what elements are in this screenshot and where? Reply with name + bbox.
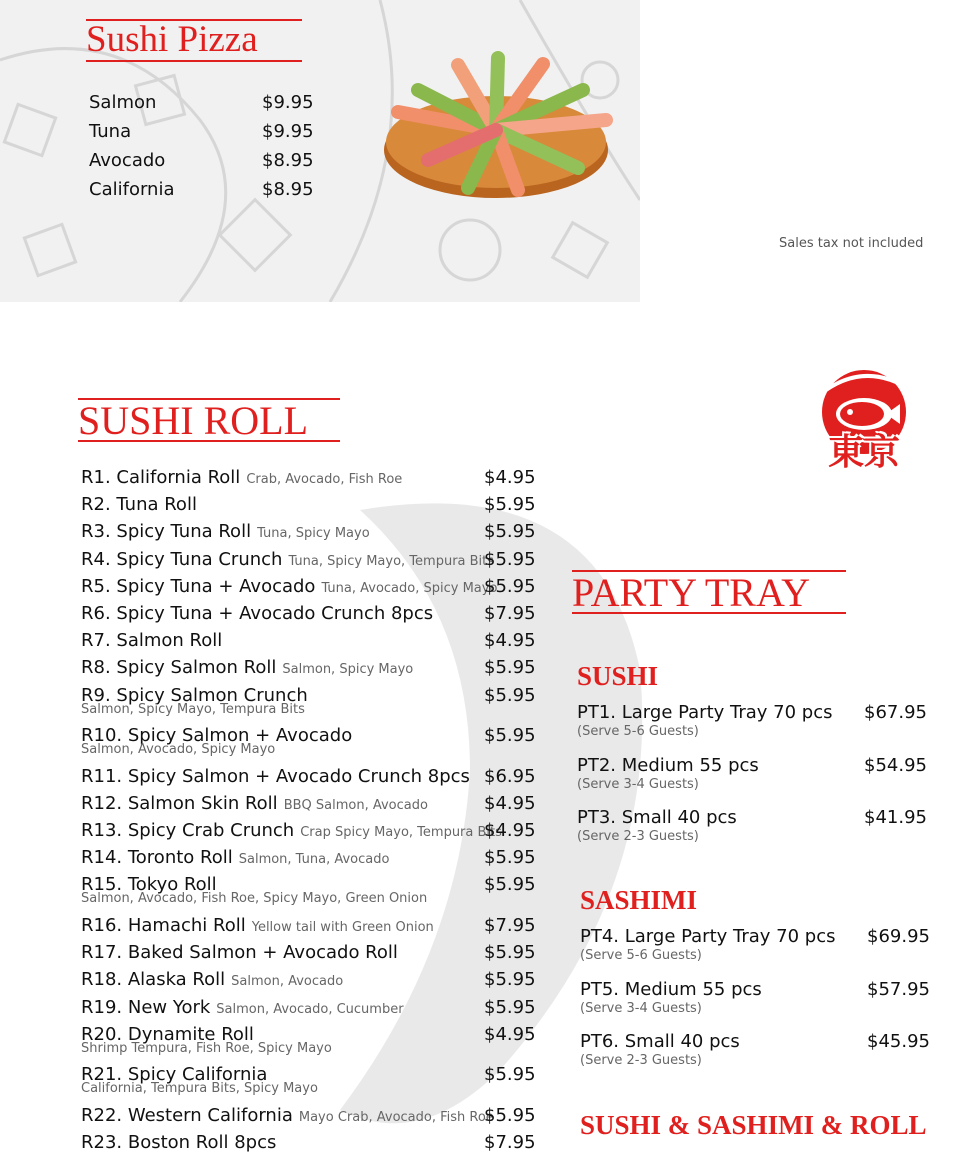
roll-item-name: R20. Dynamite Roll	[81, 1023, 254, 1045]
tray-item-serve: (Serve 5-6 Guests)	[577, 724, 699, 739]
roll-item	[81, 521, 541, 542]
roll-item-desc: Salmon, Avocado, Cucumber	[216, 1001, 404, 1017]
roll-item-desc: Salmon, Spicy Mayo, Tempura Bits	[81, 701, 305, 717]
roll-item-desc: Tuna, Spicy Mayo, Tempura Bits	[288, 553, 495, 569]
tray-item	[577, 807, 937, 844]
roll-item-price: $5.95	[484, 548, 536, 570]
roll-item-desc: Salmon, Avocado, Spicy Mayo	[81, 742, 276, 758]
roll-item	[81, 657, 541, 678]
roll-item-name: R19. New York	[81, 996, 211, 1018]
tray-item-serve: (Serve 3-4 Guests)	[577, 776, 699, 792]
roll-item-price: $5.95	[484, 521, 536, 543]
tray-item-serve: (Serve 3-4 Guests)	[580, 1000, 702, 1016]
pizza-title: Sushi Pizza	[86, 19, 258, 60]
pizza-item-price: $9.95	[262, 92, 314, 113]
roll-item	[81, 684, 541, 717]
roll-item	[81, 793, 541, 814]
roll-item	[81, 969, 541, 990]
roll-item-price: $5.95	[484, 996, 536, 1018]
roll-item-price: $4.95	[484, 630, 536, 652]
tray-item-serve: (Serve 5-6 Guests)	[580, 948, 702, 963]
tray-item-name: PT3. Small 40 pcs	[577, 807, 737, 828]
tax-note: Sales tax not included	[779, 236, 924, 251]
roll-item-desc: Salmon, Avocado	[231, 974, 344, 990]
roll-item-price: $5.95	[484, 725, 536, 747]
tray-item-price: $45.95	[867, 1031, 930, 1052]
roll-item-name: R11. Spicy Salmon + Avocado Crunch 8pcs	[81, 765, 470, 787]
roll-item-name: R8. Spicy Salmon Roll	[81, 657, 277, 679]
roll-item-desc: Crap Spicy Mayo, Tempura Bits	[300, 825, 502, 840]
roll-item	[81, 820, 541, 841]
roll-item-price: $5.95	[484, 657, 536, 679]
roll-item-name: R12. Salmon Skin Roll	[81, 792, 278, 814]
roll-item	[81, 997, 541, 1018]
roll-item-name: R14. Toronto Roll	[81, 847, 233, 869]
pizza-item-price: $8.95	[262, 179, 314, 200]
roll-item-desc: Tuna, Avocado, Spicy Mayo	[321, 580, 498, 596]
tray-item-serve: (Serve 2-3 Guests)	[580, 1053, 702, 1068]
tray-item	[577, 754, 937, 792]
tray-item	[580, 978, 940, 1016]
roll-item-desc: BBQ Salmon, Avocado	[283, 797, 428, 813]
pizza-item-price: $9.95	[262, 121, 314, 142]
roll-item-name: R3. Spicy Tuna Roll	[81, 521, 252, 543]
tray-item-name: PT4. Large Party Tray 70 pcs	[580, 926, 836, 947]
roll-item-name: R7. Salmon Roll	[81, 630, 223, 652]
tray-item	[580, 1031, 940, 1068]
roll-item-name: R13. Spicy Crab Crunch	[81, 820, 295, 841]
roll-item-price: $7.95	[484, 603, 536, 624]
roll-item-desc: Tuna, Spicy Mayo	[257, 526, 370, 542]
roll-item	[81, 942, 541, 963]
roll-item-desc: Salmon, Avocado, Fish Roe, Spicy Mayo, Green Onion	[81, 891, 428, 907]
roll-item-name: R18. Alaska Roll	[81, 969, 226, 991]
roll-item-name: R5. Spicy Tuna + Avocado	[81, 575, 316, 597]
roll-item-price: $4.95	[484, 820, 536, 841]
roll-item	[81, 630, 541, 651]
roll-item-name: R10. Spicy Salmon + Avocado	[81, 725, 353, 747]
sushi-pizza-image	[368, 50, 624, 202]
roll-item-price: $6.95	[484, 765, 536, 787]
roll-item-price: $7.95	[484, 914, 536, 936]
roll-item-name: R4. Spicy Tuna Crunch	[81, 548, 283, 570]
roll-item	[81, 1105, 541, 1126]
roll-item-price: $4.95	[484, 792, 536, 814]
roll-item	[81, 467, 541, 488]
logo-text: 東京	[827, 432, 900, 473]
roll-item-price: $5.95	[484, 494, 536, 516]
roll-item-name: R17. Baked Salmon + Avocado Roll	[81, 942, 398, 964]
roll-item	[81, 766, 541, 787]
tray-item-price: $57.95	[867, 978, 930, 1000]
roll-item	[81, 874, 541, 907]
roll-item-name: R1. California Roll	[81, 467, 241, 488]
roll-item	[81, 847, 541, 868]
tray-item-price: $54.95	[864, 754, 927, 776]
roll-item-name: R21. Spicy California	[81, 1064, 268, 1086]
roll-item-desc: California, Tempura Bits, Spicy Mayo	[81, 1081, 318, 1097]
roll-item-name: R15. Tokyo Roll	[81, 874, 217, 896]
roll-item-desc: Crab, Avocado, Fish Roe	[246, 472, 403, 487]
roll-item	[81, 494, 541, 515]
pizza-item-name: California	[89, 179, 175, 200]
roll-item-desc: Yellow tail with Green Onion	[251, 919, 434, 935]
roll-item-price: $4.95	[484, 1023, 536, 1045]
roll-item	[81, 549, 541, 570]
roll-item-name: R23. Boston Roll 8pcs	[81, 1131, 277, 1153]
roll-item-price: $5.95	[484, 874, 536, 896]
tray-item-name: PT6. Small 40 pcs	[580, 1031, 740, 1052]
roll-item-name: R6. Spicy Tuna + Avocado Crunch 8pcs	[81, 603, 434, 624]
sushi-tray-title: SUSHI	[577, 661, 659, 691]
tray-item-price: $41.95	[864, 807, 927, 828]
tray-item-price: $69.95	[867, 926, 930, 947]
pizza-item-name: Salmon	[89, 92, 157, 113]
tray-item	[577, 702, 937, 739]
roll-item-name: R16. Hamachi Roll	[81, 914, 246, 936]
tray-item-price: $67.95	[864, 702, 927, 723]
roll-item-name: R9. Spicy Salmon Crunch	[81, 684, 308, 706]
roll-item-name: R2. Tuna Roll	[81, 494, 197, 516]
roll-item-desc: Mayo Crab, Avocado, Fish Roe	[298, 1109, 494, 1125]
pizza-item-name: Avocado	[89, 150, 166, 171]
tray-item-name: PT5. Medium 55 pcs	[580, 978, 762, 1000]
roll-item	[81, 1132, 541, 1153]
roll-item-price: $5.95	[484, 684, 536, 706]
roll-item-desc: Salmon, Tuna, Avocado	[238, 852, 390, 868]
roll-item-desc: Shrimp Tempura, Fish Roe, Spicy Mayo	[81, 1040, 332, 1056]
roll-item-name: R22. Western California	[81, 1104, 293, 1126]
roll-item-price: $5.95	[484, 1104, 536, 1126]
sashimi-tray-title: SASHIMI	[580, 885, 698, 915]
roll-item-price: $7.95	[484, 1131, 536, 1153]
roll-item	[81, 1064, 541, 1097]
roll-item	[81, 1023, 541, 1056]
pizza-item-name: Tuna	[89, 121, 132, 142]
combo-tray-title: SUSHI & SASHIMI & ROLL	[580, 1110, 927, 1140]
tray-item	[580, 926, 940, 963]
roll-item-price: $5.95	[484, 1064, 536, 1086]
pizza-item-price: $8.95	[262, 150, 314, 171]
roll-item	[81, 915, 541, 936]
roll-item-price: $4.95	[484, 467, 536, 488]
tray-item-name: PT2. Medium 55 pcs	[577, 754, 759, 776]
roll-title: SUSHI ROLL	[78, 398, 309, 443]
tray-item-name: PT1. Large Party Tray 70 pcs	[577, 702, 833, 723]
roll-item-desc: Salmon, Spicy Mayo	[282, 662, 414, 678]
party-title: PARTY TRAY	[572, 570, 811, 615]
roll-item-price: $5.95	[484, 942, 536, 964]
roll-item-price: $5.95	[484, 969, 536, 991]
roll-item-price: $5.95	[484, 847, 536, 869]
roll-item-price: $5.95	[484, 575, 536, 597]
roll-item	[81, 603, 541, 624]
roll-item	[81, 576, 541, 597]
tray-item-serve: (Serve 2-3 Guests)	[577, 829, 699, 844]
roll-item	[81, 725, 541, 758]
